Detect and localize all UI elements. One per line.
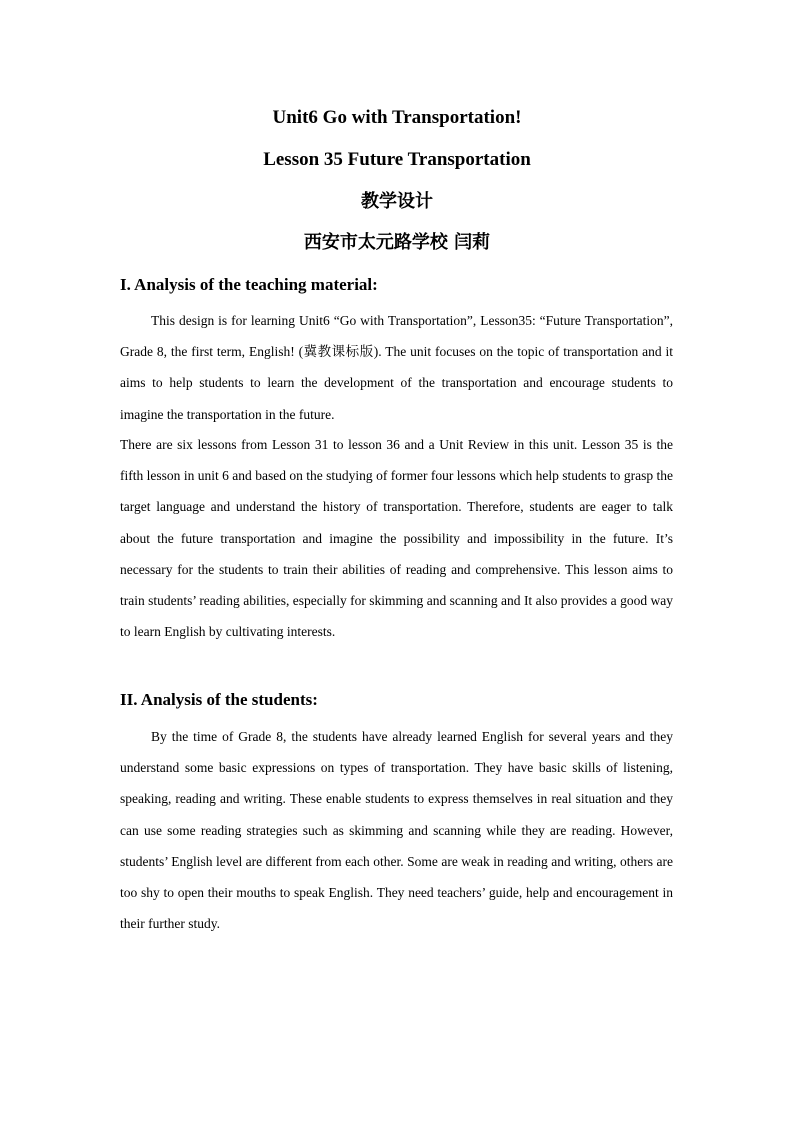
lesson-title: Lesson 35 Future Transportation bbox=[263, 149, 531, 170]
section-heading-students: II. Analysis of the students: bbox=[120, 690, 318, 709]
teaching-material-paragraph-1: This design is for learning Unit6 “Go with Transportation”, Lesson35: “Future Transportation”, Grade 8, the first term, English! (冀教课标版). The unit focuses on the topic of transportation and it aims to help students to learn the development of the transportation and encourage students to imagine the transportation in the future. bbox=[120, 313, 673, 422]
section-heading-teaching-material: I. Analysis of the teaching material: bbox=[120, 275, 378, 294]
unit-title: Unit6 Go with Transportation! bbox=[272, 107, 522, 128]
author-line: 西安市太元路学校 闫莉 bbox=[303, 232, 491, 253]
students-paragraph: By the time of Grade 8, the students have already learned English for several years and they understand some basic expressions on types of transportation. They have basic skills of listening, speaking, reading and writing. These enable students to express themselves in real situation and they can use some reading strategies such as skimming and scanning while they are reading. However, students’ English level are different from each other. Some are weak in reading and writing, others are too shy to open their mouths to speak English. They need teachers’ guide, help and encouragement in their further study. bbox=[120, 729, 673, 932]
teaching-material-paragraph-2: There are six lessons from Lesson 31 to lesson 36 and a Unit Review in this unit. Lesson 35 is the fifth lesson in unit 6 and based on the studying of former four lessons which help students to grasp the target language and understand the history of transportation. Therefore, students are eager to talk about the future transportation and imagine the possibility and impossibility in the future. It’s necessary for the students to train their abilities of reading and comprehensive. This lesson aims to train students’ reading abilities, especially for skimming and scanning and It also provides a good way to learn English by cultivating interests. bbox=[120, 437, 673, 640]
design-title: 教学设计 bbox=[361, 191, 433, 212]
